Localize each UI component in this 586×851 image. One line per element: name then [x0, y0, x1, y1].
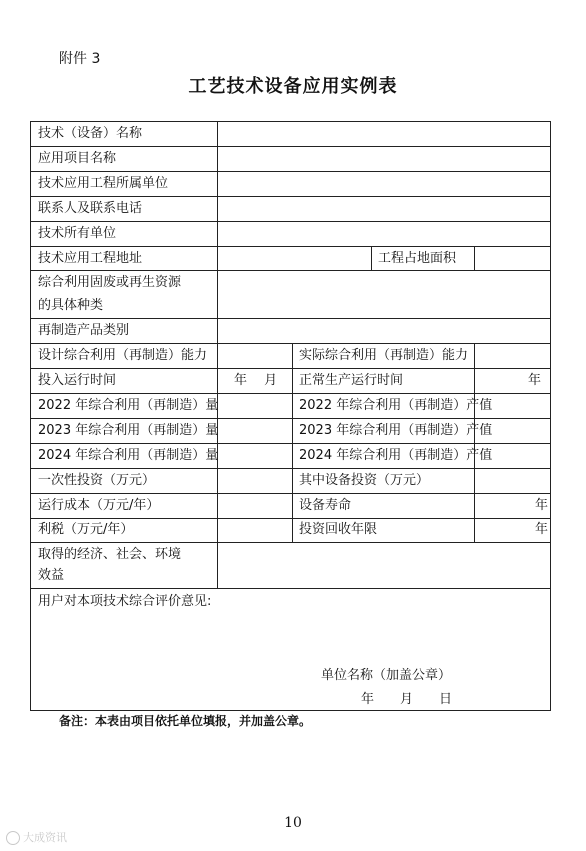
equipment-life-unit: 年: [535, 498, 549, 513]
label-tech-name: 技术（设备）名称: [38, 126, 143, 141]
signature-line: 单位名称（加盖公章）: [321, 668, 452, 683]
label-value-2023: 2023 年综合利用（再制造）产值: [299, 423, 493, 438]
label-site-area: 工程占地面积: [378, 251, 457, 266]
column-divider: [217, 122, 218, 588]
page-number: 10: [284, 815, 302, 831]
label-benefits-line1: 取得的经济、社会、环境: [38, 547, 182, 562]
payback-unit: 年: [535, 522, 549, 537]
row-divider: [31, 588, 550, 589]
label-waste-types-line2: 的具体种类: [38, 298, 104, 313]
label-project-name: 应用项目名称: [38, 151, 117, 166]
label-volume-2024: 2024 年综合利用（再制造）量: [38, 448, 219, 463]
application-form: [30, 121, 551, 711]
label-volume-2023: 2023 年综合利用（再制造）量: [38, 423, 219, 438]
label-operating-cost: 运行成本（万元/年）: [38, 498, 160, 513]
start-time-units: 年 月: [234, 373, 278, 388]
label-owner-unit: 技术所有单位: [38, 226, 117, 241]
watermark: [6, 829, 67, 845]
attachment-label: 附件 3: [59, 51, 101, 67]
label-normal-runtime: 正常生产运行时间: [299, 373, 404, 388]
page-title: 工艺技术设备应用实例表: [188, 76, 398, 97]
normal-runtime-unit: 年: [528, 373, 542, 388]
label-investment: 一次性投资（万元）: [38, 473, 156, 488]
label-profit-tax: 利税（万元/年）: [38, 522, 134, 537]
column-divider: [474, 246, 475, 270]
label-value-2024: 2024 年综合利用（再制造）产值: [299, 448, 493, 463]
label-site-address: 技术应用工程地址: [38, 251, 143, 266]
label-value-2022: 2022 年综合利用（再制造）产值: [299, 398, 493, 413]
label-volume-2022: 2022 年综合利用（再制造）量: [38, 398, 219, 413]
label-design-capacity: 设计综合利用（再制造）能力: [38, 348, 208, 363]
label-project-unit: 技术应用工程所属单位: [38, 176, 169, 191]
footnote: 备注：本表由项目依托单位填报，并加盖公章。: [59, 714, 312, 728]
watermark-text: 大成资讯: [23, 831, 67, 844]
date-line: 年 月 日: [361, 692, 453, 707]
label-actual-capacity: 实际综合利用（再制造）能力: [299, 348, 469, 363]
label-product-types: 再制造产品类别: [38, 323, 130, 338]
label-start-time: 投入运行时间: [38, 373, 117, 388]
label-contact: 联系人及联系电话: [38, 201, 143, 216]
label-benefits-line2: 效益: [38, 568, 65, 583]
label-payback: 投资回收年限: [299, 522, 378, 537]
circle-logo-icon: [6, 831, 20, 845]
label-waste-types-line1: 综合利用固废或再生资源: [38, 275, 182, 290]
label-evaluation: 用户对本项技术综合评价意见:: [38, 594, 212, 609]
label-equipment-investment: 其中设备投资（万元）: [299, 473, 430, 488]
label-equipment-life: 设备寿命: [299, 498, 352, 513]
